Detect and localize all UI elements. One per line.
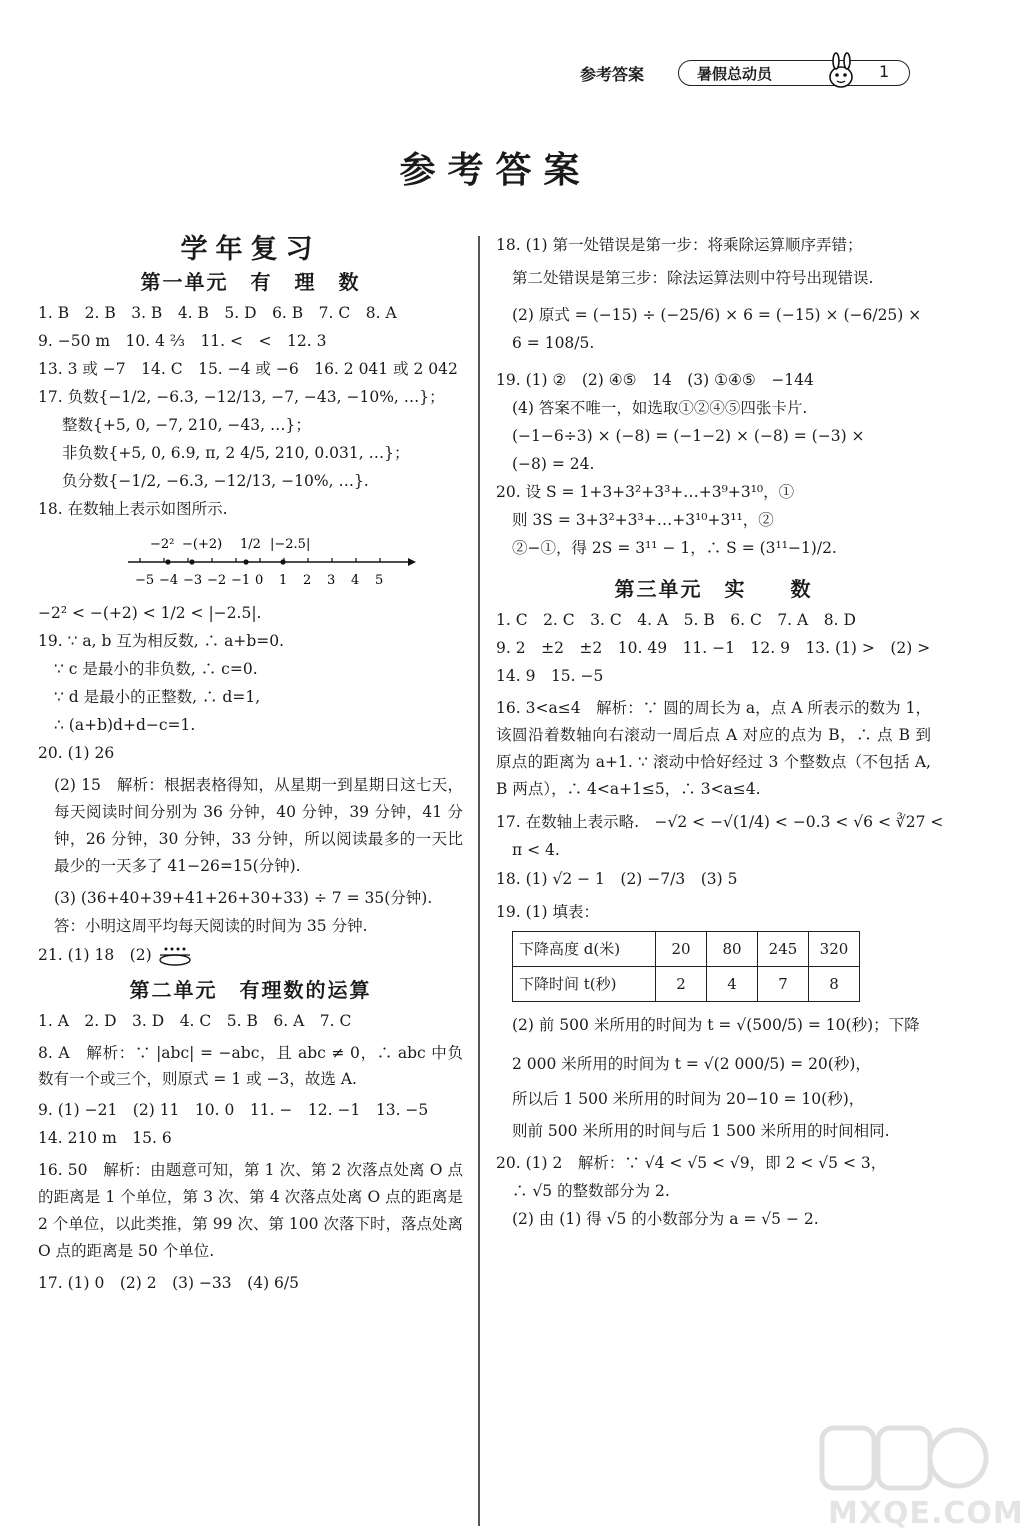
- answer-line: 2 000 米所用的时间为 t = √(2 000/5) = 20(秒)，: [512, 1055, 871, 1073]
- answer-line: (−8) = 24.: [512, 455, 595, 473]
- answer-line: 1. B 2. B 3. B 4. B 5. D 6. B 7. C 8. A: [38, 304, 397, 322]
- answer-line: 8. A 解析：∵ |abc| = −abc，且 abc ≠ 0，∴ abc 中负数有一个或三个，则原式 = 1 或 −3，故选 A.: [38, 1044, 463, 1088]
- answer-line: (4) 答案不唯一，如选取①②④⑤四张卡片.: [512, 399, 808, 417]
- answer-line: 19. (1) 填表：: [496, 903, 599, 921]
- numline-tick-label: −1: [231, 573, 251, 588]
- answer-line: 负分数{−1/2, −6.3, −12/13, −10%, …}.: [62, 472, 369, 490]
- answer-line: 14. 210 m 15. 6: [38, 1129, 172, 1147]
- solid-figure-icon: [157, 945, 193, 967]
- table-cell: 7: [758, 967, 809, 1002]
- answer-line: 14. 9 15. −5: [496, 667, 604, 685]
- answer-text: 21. (1) 18 (2): [38, 946, 152, 964]
- unit3-title: 第三单元 实 数: [614, 577, 813, 601]
- answer-line: 则 3S = 3+3²+3³+…+3¹⁰+3¹¹，②: [512, 511, 774, 529]
- answer-line: 9. −50 m 10. 4 ⅔ 11. < < 12. 3: [38, 332, 327, 350]
- answer-line: ∵ c 是最小的非负数, ∴ c=0.: [54, 660, 258, 678]
- answer-line: 19. (1) ② (2) ④⑤ 14 (3) ①④⑤ −144: [496, 371, 814, 389]
- answer-line: 17. 在数轴上表示略. −√2 < −√(1/4) < −0.3 < √6 < ∛27 <: [496, 813, 944, 831]
- left-column: [38, 236, 463, 1302]
- numline-label: −(+2): [182, 537, 223, 552]
- numline-tick-label: 3: [327, 573, 336, 588]
- numline-tick-label: −3: [183, 573, 203, 588]
- numline-tick-label: 1: [279, 573, 288, 588]
- numline-tick-label: −5: [135, 573, 155, 588]
- answer-line: 则前 500 米所用的时间与后 1 500 米所用的时间相同.: [512, 1122, 890, 1140]
- fall-table: [512, 931, 860, 1002]
- header-section-title: 参考答案: [580, 65, 645, 84]
- answer-line: 9. 2 ±2 ±2 10. 49 11. −1 12. 9 13. (1) > (2) >: [496, 639, 931, 657]
- table-header-cell: 下降高度 d(米): [513, 932, 656, 967]
- answer-line: 整数{+5, 0, −7, 210, −43, …}；: [62, 416, 311, 434]
- table-row: [513, 967, 860, 1002]
- answer-line: 非负数{+5, 0, 6.9, π, 2 4/5, 210, 0.031, …}；: [62, 444, 410, 462]
- table-row: [513, 932, 860, 967]
- answer-line: 19. ∵ a, b 互为相反数, ∴ a+b=0.: [38, 632, 285, 650]
- answer-line: 18. (1) √2 − 1 (2) −7/3 (3) 5: [496, 870, 738, 888]
- answer-line: 1. C 2. C 3. C 4. A 5. B 6. C 7. A 8. D: [496, 611, 856, 629]
- answer-line: 1. A 2. D 3. D 4. C 5. B 6. A 7. C: [38, 1012, 352, 1030]
- watermark-text: MXQE.COM: [828, 1496, 1024, 1531]
- numline-label: 1/2: [240, 537, 261, 552]
- table-cell: 320: [809, 932, 860, 967]
- answer-line: 16. 3<a≤4 解析：∵ 圆的周长为 a，点 A 所表示的数为 1，该圆沿着数轴向右滚动一周后点 A 对应的点为 B，∴ 点 B 到原点的距离为 a+1. ∵ 滚动中恰好经过 3 个整数点（不包括 A, B 两点），∴ 4<a+1≤5，∴ 3<a≤4.: [496, 699, 931, 798]
- answer-line: (2) 由 (1) 得 √5 的小数部分为 a = √5 − 2.: [512, 1210, 819, 1228]
- answer-line: 13. 3 或 −7 14. C 15. −4 或 −6 16. 2 041 或 2 042: [38, 360, 458, 378]
- answer-line: 18. 在数轴上表示如图所示.: [38, 500, 228, 518]
- numline-label: −2²: [150, 537, 175, 552]
- answer-line: 20. (1) 26: [38, 744, 115, 762]
- answer-line: ∴ √5 的整数部分为 2.: [512, 1182, 670, 1200]
- table-cell: 2: [656, 967, 707, 1002]
- answer-line: 17. 负数{−1/2, −6.3, −12/13, −7, −43, −10%, …}；: [38, 388, 445, 406]
- part-title: 学年复习: [180, 234, 321, 265]
- header-series-title: 暑假总动员: [697, 65, 773, 83]
- answer-line: 9. (1) −21 (2) 11 10. 0 11. − 12. −1 13. −5: [38, 1101, 429, 1119]
- table-header-cell: 下降时间 t(秒): [513, 967, 656, 1002]
- answer-line: 答：小明这周平均每天阅读的时间为 35 分钟.: [54, 917, 368, 935]
- answer-line: 18. (1) 第一处错误是第一步：将乘除运算顺序弄错；: [496, 236, 863, 254]
- numline-tick-label: −2: [207, 573, 227, 588]
- numline-tick-label: 4: [351, 573, 360, 588]
- watermark-logo-icon: [818, 1420, 988, 1500]
- answer-line: 6 = 108/5.: [512, 334, 595, 352]
- numline-tick-label: −4: [159, 573, 179, 588]
- unit2-title: 第二单元 有理数的运算: [129, 978, 372, 1002]
- answer-line: (2) 原式 = (−15) ÷ (−25/6) × 6 = (−15) × (−6/25) ×: [512, 306, 922, 324]
- answer-line: ∴ (a+b)d+d−c=1.: [54, 716, 196, 734]
- page-number: 1: [879, 62, 890, 81]
- page-header: [0, 58, 991, 92]
- answer-line: (2) 前 500 米所用的时间为 t = √(500/5) = 10(秒)；下降: [512, 1016, 920, 1034]
- page-title: 参考答案: [399, 150, 592, 191]
- mascot-icon: [821, 53, 861, 91]
- answer-line: 20. 设 S = 1+3+3²+3³+…+3⁹+3¹⁰，①: [496, 483, 795, 501]
- answer-line: 17. (1) 0 (2) 2 (3) −33 (4) 6/5: [38, 1274, 299, 1292]
- answer-line: [38, 945, 463, 967]
- watermark: [818, 1420, 1024, 1531]
- numline-tick-label: 2: [303, 573, 312, 588]
- answer-line: −2² < −(+2) < 1/2 < |−2.5|.: [38, 604, 262, 622]
- table-cell: 80: [707, 932, 758, 967]
- table-cell: 8: [809, 967, 860, 1002]
- table-cell: 4: [707, 967, 758, 1002]
- answer-line: (3) (36+40+39+41+26+30+33) ÷ 7 = 35(分钟).: [54, 889, 433, 907]
- numline-label: |−2.5|: [270, 537, 311, 552]
- answer-line: 第二处错误是第三步：除法运算法则中符号出现错误.: [512, 269, 874, 287]
- right-column: [496, 236, 944, 1238]
- answer-line: (−1−6÷3) × (−8) = (−1−2) × (−8) = (−3) ×: [512, 427, 865, 445]
- answer-line: π < 4.: [512, 841, 560, 859]
- table-cell: 20: [656, 932, 707, 967]
- answer-line: 16. 50 解析：由题意可知，第 1 次、第 2 次落点处离 O 点的距离是 1 个单位，第 3 次、第 4 次落点处离 O 点的距离是 2 个单位，以此类推，第 99 次、第 100 次落下时，落点处离 O 点的距离是 50 个单位.: [38, 1161, 463, 1260]
- numline-tick-label: 0: [255, 573, 264, 588]
- table-cell: 245: [758, 932, 809, 967]
- answer-line: (2) 15 解析：根据表格得知，从星期一到星期日这七天，每天阅读时间分别为 36 分钟，40 分钟，39 分钟，41 分钟，26 分钟，30 分钟，33 分钟，所以阅读最多的一天比最少的一天多了 41−26=15(分钟).: [54, 776, 463, 875]
- answer-line: ∵ d 是最小的正整数, ∴ d=1,: [54, 688, 261, 706]
- column-divider: [478, 236, 480, 1526]
- answer-line: 所以后 1 500 米所用的时间为 20−10 = 10(秒)，: [512, 1090, 865, 1108]
- header-series-box: [678, 60, 910, 86]
- answer-line: ②−①，得 2S = 3¹¹ − 1，∴ S = (3¹¹−1)/2.: [512, 539, 837, 557]
- number-line-figure: [118, 528, 418, 598]
- numline-tick-label: 5: [375, 573, 384, 588]
- unit1-title: 第一单元 有 理 数: [140, 270, 361, 294]
- answer-line: 20. (1) 2 解析：∵ √4 < √5 < √9，即 2 < √5 < 3，: [496, 1154, 887, 1172]
